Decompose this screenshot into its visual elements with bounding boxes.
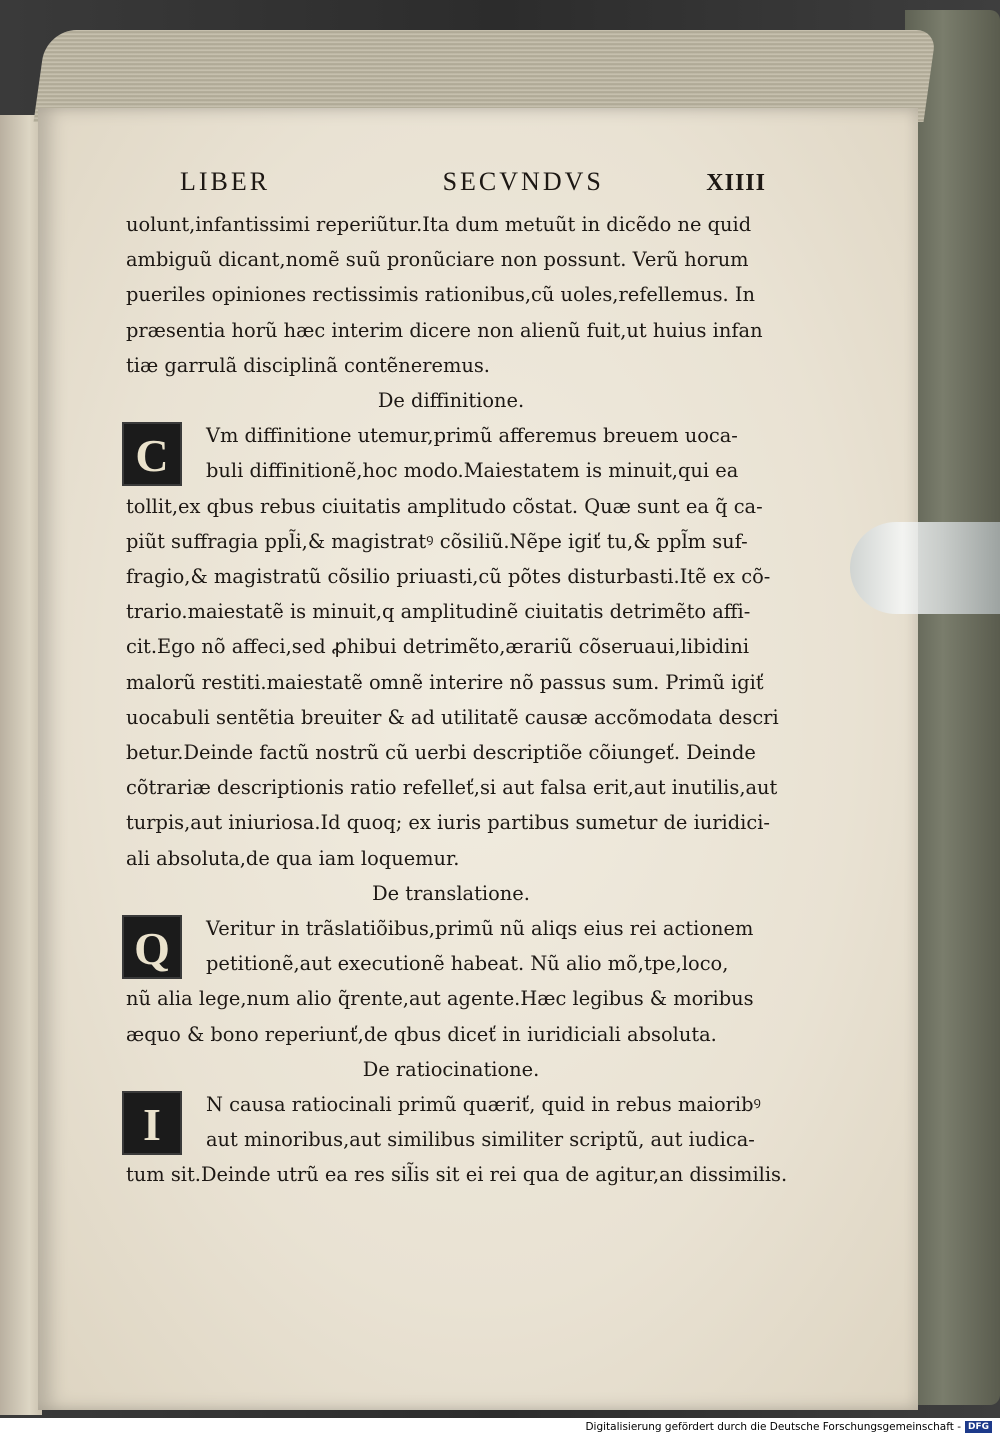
page-text [126,164,788,1193]
running-header [126,164,776,207]
text-line: uocabuli sentẽtia breuiter & ad utilitatẽ causæ accõmodata descri [126,705,779,729]
text-line: tiæ garrulã disciplinã contẽneremus. [126,353,490,377]
header-liber: LIBER [180,167,271,196]
text-line: trario.maiestatẽ is minuit,q amplitudinẽ ciuitatis detrimẽto affi- [126,600,751,624]
section-heading: De translatione. [372,881,530,905]
text-line: ali absoluta,de qua iam loquemur. [126,846,460,870]
folio-number: XIIII [706,170,766,196]
section-heading: De diffinitione. [377,389,525,413]
text-line: aut minoribus,aut similibus similiter scriptũ, aut iudica- [206,1128,755,1152]
page-clip [850,522,1000,614]
text-line: petitionẽ,aut executionẽ habeat. Nũ alio mõ,tpe,loco, [206,952,729,976]
decorated-initial: Q [122,915,182,979]
section-heading: De ratiocinatione. [362,1057,540,1081]
section-paragraph [126,418,779,876]
text-line: Vm diffinitione utemur,primũ afferemus breuem uoca- [206,424,738,448]
text-line: cit.Ego nõ affeci,sed ꝓhibui detrimẽto,ærariũ cõseruaui,libidini [126,635,750,659]
decorated-initial: I [122,1091,182,1155]
decorated-initial: C [122,422,182,486]
section-paragraph [126,911,776,1052]
header-secundus: SECVNDVS [442,167,604,196]
text-line: Veritur in trãslatiõibus,primũ nũ aliqs eius rei actionem [206,917,754,941]
text-line: nũ alia lege,num alio q̃rente,aut agente.Hæc legibus & moribus [126,987,754,1011]
text-line: malorũ restiti.maiestatẽ omnẽ interire nõ passus sum. Primũ igiť [126,670,764,694]
intro-paragraph [126,207,776,383]
text-line: tum sit.Deinde utrũ ea res sil̃is sit ei rei qua de agitur,an dissimilis. [126,1163,788,1187]
text-line: præsentia horũ hæc interim dicere non alienũ fuit,ut huius infan [126,318,763,342]
text-line: piũt suffragia ppl̃i,& magistratꝰ cõsiliũ.Nẽpe igiť tu,& ppl̃m suf- [126,529,748,553]
text-line: N causa ratiocinali primũ quæriť, quid in rebus maioribꝰ [206,1093,761,1117]
section-paragraph [126,1087,788,1193]
footer-credit: Digitalisierung gefördert durch die Deutsche Forschungsgemeinschaft - [585,1421,961,1433]
text-line: æquo & bono reperiunť,de qbus diceť in iuridiciali absoluta. [126,1022,717,1046]
text-line: pueriles opiniones rectissimis rationibus,cũ uoles,refellemus. In [126,283,756,307]
text-line: ambiguũ dicant,nomẽ suũ pronũciare non possunt. Verũ horum [126,248,749,272]
text-line: cõtrariæ descriptionis ratio refelleť,si aut falsa erit,aut inutilis,aut [126,776,778,800]
book-cover [905,10,1000,1405]
digitization-footer [0,1418,1000,1436]
text-line: fragio,& magistratũ cõsilio priuasti,cũ põtes disturbasti.Itẽ ex cõ- [126,565,771,589]
text-line: buli diffinitionẽ,hoc modo.Maiestatem is minuit,qui ea [206,459,739,483]
text-line: uolunt,infantissimi reperiũtur.Ita dum metuũt in dicẽdo ne quid [126,213,752,236]
left-page-edge [0,115,42,1415]
text-line: betur.Deinde factũ nostrũ cũ uerbi descriptiõe cõiungeť. Deinde [126,741,756,765]
text-line: tollit,ex qbus rebus ciuitatis amplitudo cõstat. Quæ sunt ea q̃ ca- [126,494,763,518]
dfg-logo: DFG [965,1421,992,1433]
text-line: turpis,aut iniuriosa.Id quoq; ex iuris partibus sumetur de iuridici- [126,811,770,835]
